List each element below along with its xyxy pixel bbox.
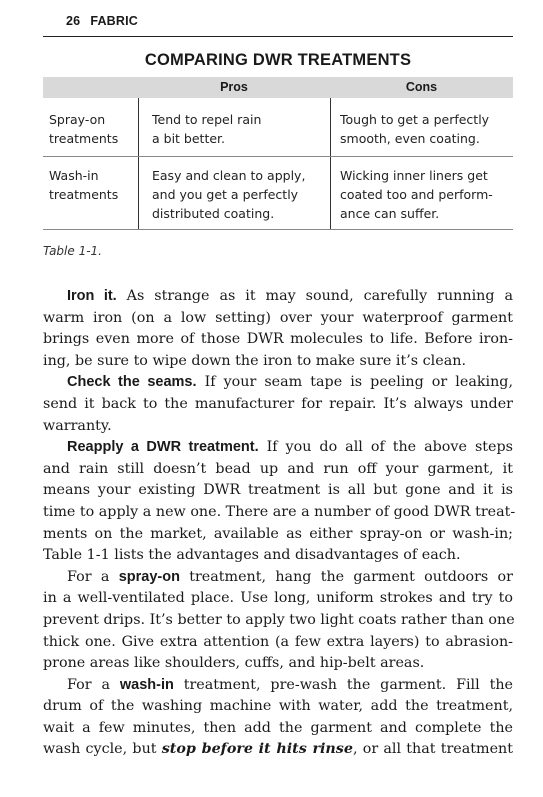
column-header-pros: Pros bbox=[220, 80, 248, 94]
paragraph-iron-it: Iron it. As strange as it may sound, carefully running a warm iron (on a low setting) over your waterproof garment brings even more of those DWR molecules to life. Before iron- ing, be sure to wipe down the iron to make sure it’s clean. bbox=[43, 288, 513, 369]
cell-cons-spray-on: Tough to get a perfectly smooth, even coating. bbox=[340, 112, 490, 146]
paragraph-heading: Reapply a DWR treatment. bbox=[67, 439, 259, 456]
paragraph-heading: Iron it. bbox=[67, 288, 117, 304]
paragraph-spray-on: For a spray-on treatment, hang the garment outdoors or in a well-ventilated place. Use long, uniform strokes and try to prevent drips. It’s better to apply two light coats rather than one thick one. Give extra attention (a few extra layers) to abrasion- prone areas like shoulders, cuffs, and hip-belt areas. bbox=[43, 568, 515, 672]
section-title: FABRIC bbox=[90, 14, 139, 28]
header-rule bbox=[43, 36, 513, 37]
row-label-wash-in: Wash-in treatments bbox=[49, 168, 119, 202]
term-spray-on: spray-on bbox=[118, 568, 180, 585]
column-header-cons: Cons bbox=[405, 80, 438, 94]
term-wash-in: wash-in bbox=[119, 676, 174, 693]
cell-pros-wash-in: Easy and clean to apply, and you get a perfectly distributed coating. bbox=[152, 168, 306, 221]
table-row-rule bbox=[43, 156, 513, 157]
emphasis-stop-before-rinse: stop before it hits rinse bbox=[161, 741, 353, 758]
running-head bbox=[43, 14, 513, 28]
cell-pros-spray-on: Tend to repel rain a bit better. bbox=[152, 112, 262, 146]
table-title: COMPARING DWR TREATMENTS bbox=[144, 51, 412, 69]
paragraph-heading: Check the seams. bbox=[67, 374, 197, 391]
table-divider bbox=[138, 98, 139, 229]
page-number: 26 bbox=[66, 14, 81, 28]
table-caption: Table 1-1. bbox=[43, 244, 102, 258]
table-bottom-rule bbox=[43, 229, 513, 230]
paragraph-reapply-dwr: Reapply a DWR treatment. If you do all of the above steps and rain still doesn’t bead up and run off your garment, it means your existing DWR treatment is all but gone and it is time to apply a new one. There are a number of good DWR treat- ments on the market, available as either spray-on or wash-in; Table 1-1 lists the advantages and disadvantages of each. bbox=[43, 439, 516, 564]
paragraph-check-seams: Check the seams. If your seam tape is peeling or leaking, send it back to the manufacturer for repair. It’s always under warranty. bbox=[43, 374, 513, 434]
row-label-spray-on: Spray-on treatments bbox=[49, 112, 119, 146]
table-divider bbox=[330, 98, 331, 229]
paragraph-wash-in: For a wash-in treatment, pre-wash the garment. Fill the drum of the washing machine with water, add the treatment, wait a few minutes, then add the garment and complete the wash cycle, but stop before it hits rinse, or all that treatment bbox=[43, 676, 513, 758]
cell-cons-wash-in: Wicking inner liners get coated too and perform- ance can suffer. bbox=[340, 168, 493, 221]
body-text bbox=[43, 286, 516, 761]
